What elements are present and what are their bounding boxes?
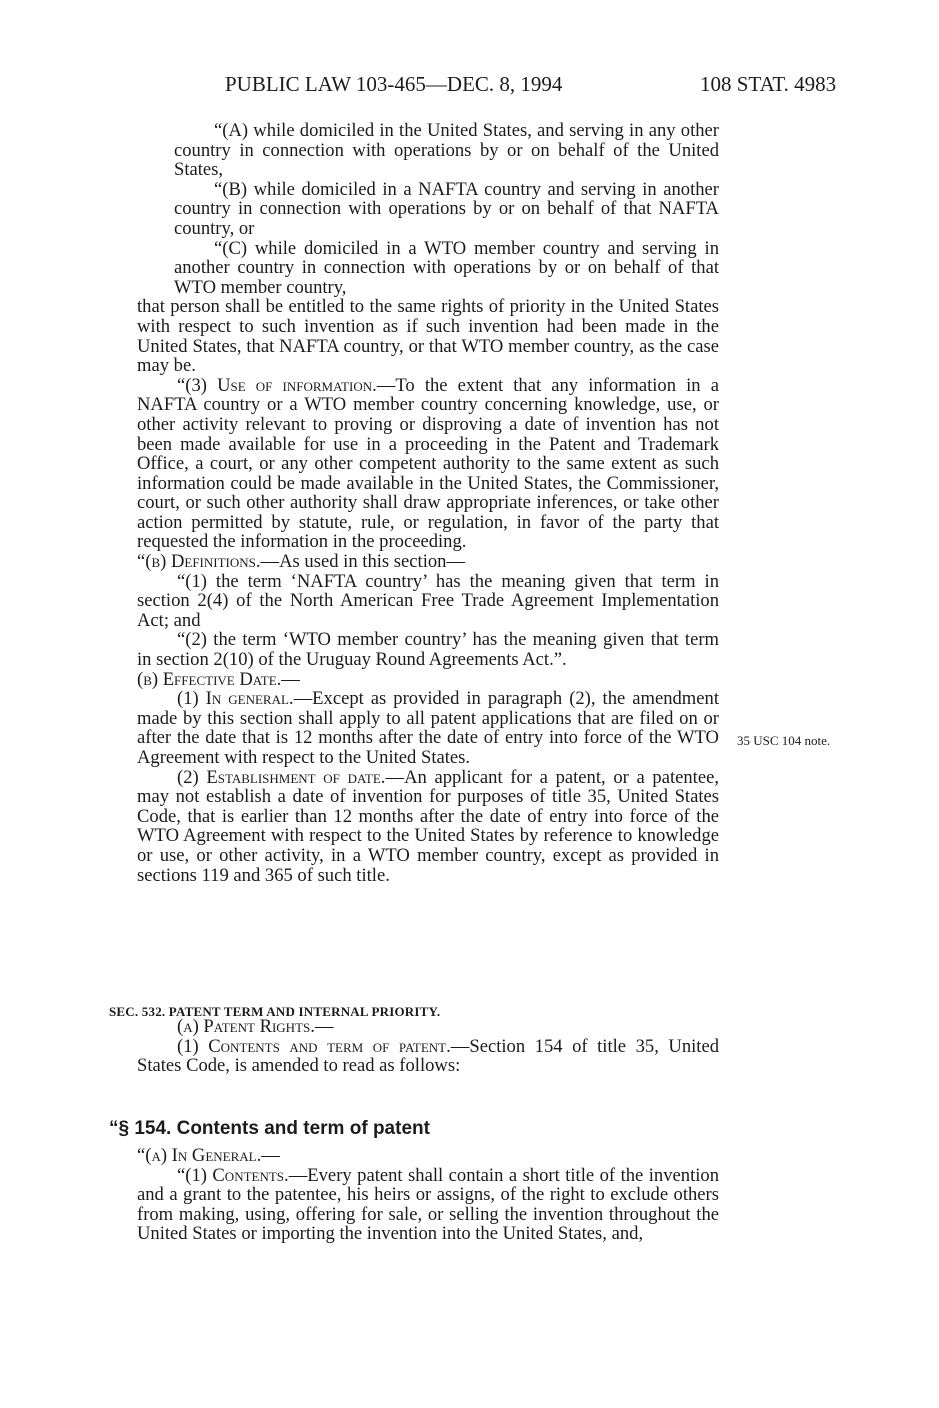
clause-a: “(A) while domiciled in the United States, and serving in any other country in connection with operations by or on behalf of the United States, bbox=[174, 120, 719, 181]
contents-154-heading: “(1) Contents. bbox=[177, 1164, 289, 1186]
priority-clauses bbox=[137, 121, 719, 297]
effective-date-dash: — bbox=[281, 668, 300, 690]
in-general-154-heading bbox=[137, 1146, 719, 1166]
definitions-text: —As used in this section— bbox=[260, 551, 466, 573]
definition-wto: “(2) the term ‘WTO member country’ has the meaning given that term in section 2(10) of the Uruguay Round Agreements Act.”. bbox=[137, 629, 719, 671]
use-of-information-heading: “(3) Use of information. bbox=[177, 374, 377, 396]
effective-date-heading bbox=[137, 670, 719, 690]
contents-154-text: —Every patent shall contain a short title of the invention and a grant to the patentee, his heirs or assigns, of the right to exclude others from making, using, offering for sale, or selling the invention throughout the United States or importing the invention into the United States, and, bbox=[137, 1164, 719, 1245]
establishment-heading: (2) Establishment of date. bbox=[177, 766, 386, 788]
patent-rights-label: (a) Patent Rights. bbox=[177, 1016, 315, 1037]
contents-and-term-text: —Section 154 of title 35, United States Code, is amended to read as follows: bbox=[137, 1035, 719, 1077]
patent-rights-dash: — bbox=[314, 1016, 334, 1037]
effective-in-general bbox=[137, 689, 719, 767]
establishment-text: —An applicant for a patent, or a patentee, may not establish a date of invention for purposes of title 35, United States Code, that is earlier than 12 months after the date of entry into force of the WTO Agreement with respect to the United States by reference to knowledge or use, or other activity, in a WTO member country, except as provided in sections 119 and 365 of such title. bbox=[137, 766, 719, 886]
use-of-information-paragraph bbox=[137, 376, 719, 552]
header-stat-page: 108 STAT. 4983 bbox=[700, 72, 837, 96]
priority-conclusion: that person shall be entitled to the same rights of priority in the United States with respect to such invention as if such invention had been made in the United States, that NAFTA country, or that WTO member country, as the case may be. bbox=[137, 296, 719, 377]
patent-rights-heading bbox=[137, 1017, 719, 1037]
definitions-paragraph bbox=[137, 552, 719, 572]
in-general-154-label: “(a) In General. bbox=[137, 1145, 262, 1166]
section-532-title: SEC. 532. PATENT TERM AND INTERNAL PRIORITY. bbox=[109, 1004, 441, 1019]
section-532-body bbox=[137, 1017, 719, 1076]
definition-nafta: “(1) the term ‘NAFTA country’ has the meaning given that term in section 2(4) of the North American Free Trade Agreement Implementation Act; and bbox=[137, 570, 719, 631]
effective-establishment bbox=[137, 768, 719, 886]
clause-c: “(C) while domiciled in a WTO member country and serving in another country in connection with operations by or on behalf of that WTO member country, bbox=[174, 237, 719, 298]
margin-note: 35 USC 104 note. bbox=[737, 733, 831, 748]
clause-b: “(B) while domiciled in a NAFTA country and serving in another country in connection with operations by or on behalf of that NAFTA country, or bbox=[174, 178, 719, 239]
page-header bbox=[0, 72, 939, 102]
section-154-body bbox=[137, 1146, 719, 1244]
header-public-law: PUBLIC LAW 103-465—DEC. 8, 1994 bbox=[225, 72, 563, 96]
contents-154-paragraph bbox=[137, 1166, 719, 1244]
in-general-154-dash: — bbox=[261, 1145, 280, 1166]
contents-and-term-paragraph bbox=[137, 1037, 719, 1076]
in-general-heading: (1) In general. bbox=[177, 688, 294, 710]
main-text-column bbox=[137, 121, 719, 885]
contents-and-term-heading: (1) Contents and term of patent. bbox=[177, 1035, 451, 1057]
effective-date-label: (b) Effective Date. bbox=[137, 668, 282, 690]
section-154-title: “§ 154. Contents and term of patent bbox=[109, 1118, 430, 1139]
definitions-heading: “(b) Definitions. bbox=[137, 551, 261, 573]
use-of-information-text: —To the extent that any information in a NAFTA country or a WTO member country concerning knowledge, use, or other activity relevant to proving or disproving a date of invention has not been made available for use in a proceeding in the Patent and Trademark Office, a court, or any other competent authority to the same extent as such information could be made available in the United States, the Commissioner, court, or such other authority shall draw appropriate inferences, or take other action permitted by statute, rule, or regulation, in favor of the party that requested the information in the proceeding. bbox=[137, 374, 719, 553]
in-general-text: —Except as provided in paragraph (2), the amendment made by this section shall apply to all patent applications that are filed on or after the date that is 12 months after the date of entry into force of the WTO Agreement with respect to the United States. bbox=[137, 688, 719, 768]
